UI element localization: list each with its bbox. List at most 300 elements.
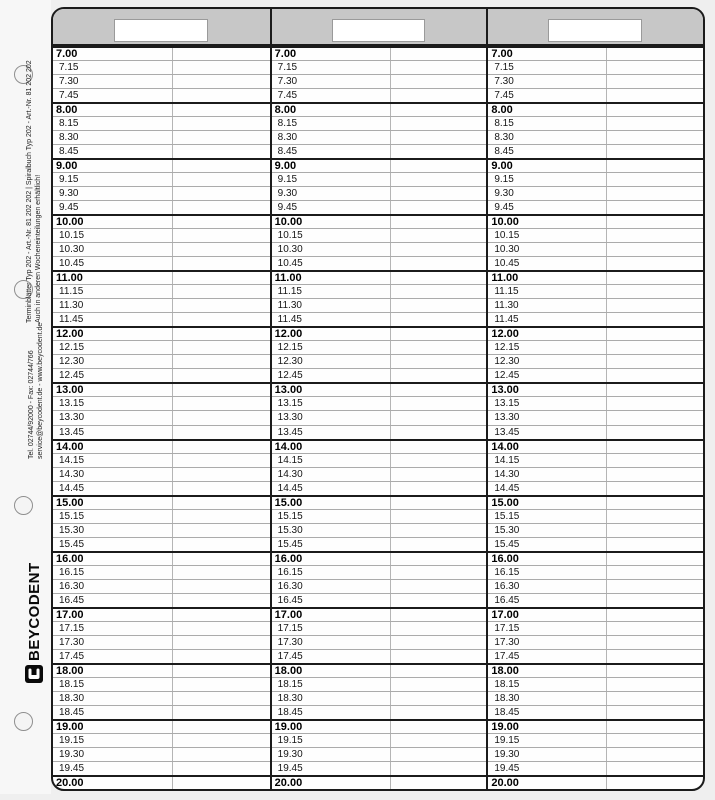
appointment-note-cell[interactable] [173, 160, 269, 172]
time-row [272, 719, 487, 733]
appointment-note-cell[interactable] [173, 229, 269, 242]
appointment-note-cell[interactable] [607, 75, 703, 88]
time-label: 12.30 [488, 355, 607, 368]
time-label: 15.45 [272, 538, 391, 551]
appointment-note-cell[interactable] [391, 692, 487, 705]
time-row [53, 256, 270, 270]
time-label: 17.00 [53, 609, 173, 621]
time-label: 12.15 [53, 341, 173, 354]
time-row [272, 214, 487, 228]
appointment-note-cell[interactable] [391, 272, 487, 284]
appointment-note-cell[interactable] [391, 397, 487, 410]
time-label: 8.30 [53, 131, 173, 144]
margin-product-info [25, 47, 43, 323]
appointment-note-cell[interactable] [607, 229, 703, 242]
appointment-note-cell[interactable] [391, 117, 487, 130]
appointment-note-cell[interactable] [607, 411, 703, 424]
time-label: 16.15 [53, 566, 173, 579]
time-row [488, 733, 703, 747]
appointment-note-cell[interactable] [173, 411, 269, 424]
time-rows [488, 46, 703, 789]
time-label: 12.45 [488, 369, 607, 382]
time-label: 7.15 [272, 61, 391, 74]
appointment-note-cell[interactable] [391, 468, 487, 481]
appointment-note-cell[interactable] [607, 216, 703, 228]
appointment-note-cell[interactable] [391, 285, 487, 298]
appointment-note-cell[interactable] [391, 734, 487, 747]
appointment-note-cell[interactable] [607, 678, 703, 691]
time-label: 10.30 [488, 243, 607, 256]
time-row [272, 523, 487, 537]
appointment-note-cell[interactable] [391, 173, 487, 186]
time-label: 16.00 [488, 553, 607, 565]
appointment-note-cell[interactable] [173, 609, 269, 621]
time-row [272, 509, 487, 523]
appointment-note-cell[interactable] [391, 48, 487, 60]
appointment-note-cell[interactable] [173, 734, 269, 747]
appointment-note-cell[interactable] [173, 61, 269, 74]
time-label: 18.15 [53, 678, 173, 691]
time-row [272, 326, 487, 340]
appointment-note-cell[interactable] [607, 299, 703, 312]
appointment-note-cell[interactable] [173, 397, 269, 410]
appointment-note-cell[interactable] [607, 369, 703, 382]
time-row [488, 481, 703, 495]
appointment-note-cell[interactable] [391, 482, 487, 495]
appointment-note-cell[interactable] [391, 355, 487, 368]
time-label: 8.15 [53, 117, 173, 130]
time-row [272, 60, 487, 74]
time-label: 7.45 [488, 89, 607, 102]
time-label: 18.15 [488, 678, 607, 691]
appointment-note-cell[interactable] [173, 777, 269, 789]
appointment-note-cell[interactable] [607, 48, 703, 60]
appointment-note-cell[interactable] [173, 243, 269, 256]
appointment-note-cell[interactable] [391, 510, 487, 523]
appointment-note-cell[interactable] [607, 384, 703, 396]
appointment-note-cell[interactable] [173, 131, 269, 144]
appointment-note-cell[interactable] [173, 355, 269, 368]
time-row [488, 214, 703, 228]
time-row [272, 453, 487, 467]
header-name-box[interactable] [332, 19, 425, 42]
time-label: 10.30 [53, 243, 173, 256]
appointment-note-cell[interactable] [607, 426, 703, 439]
appointment-note-cell[interactable] [607, 341, 703, 354]
time-label: 13.45 [488, 426, 607, 439]
appointment-note-cell[interactable] [607, 131, 703, 144]
time-label: 10.45 [272, 257, 391, 270]
appointment-note-cell[interactable] [607, 61, 703, 74]
appointment-note-cell[interactable] [607, 454, 703, 467]
appointment-note-cell[interactable] [607, 650, 703, 663]
appointment-note-cell[interactable] [607, 145, 703, 158]
appointment-note-cell[interactable] [173, 594, 269, 607]
time-row [272, 761, 487, 775]
time-row [488, 467, 703, 481]
appointment-note-cell[interactable] [173, 104, 269, 116]
appointment-note-cell[interactable] [391, 609, 487, 621]
time-label: 13.00 [53, 384, 173, 396]
time-row [53, 88, 270, 102]
time-label: 17.30 [272, 636, 391, 649]
time-row [53, 340, 270, 354]
header-name-box[interactable] [548, 19, 641, 42]
time-row [53, 747, 270, 761]
appointment-note-cell[interactable] [173, 678, 269, 691]
appointment-note-cell[interactable] [391, 580, 487, 593]
time-row [272, 425, 487, 439]
time-label: 8.15 [488, 117, 607, 130]
time-row [272, 158, 487, 172]
appointment-note-cell[interactable] [607, 777, 703, 789]
time-label: 19.45 [488, 762, 607, 775]
appointment-note-cell[interactable] [391, 762, 487, 775]
time-row [488, 663, 703, 677]
time-label: 12.00 [488, 328, 607, 340]
appointment-note-cell[interactable] [391, 426, 487, 439]
appointment-note-cell[interactable] [391, 441, 487, 453]
appointment-note-cell[interactable] [391, 665, 487, 677]
appointment-note-cell[interactable] [607, 594, 703, 607]
time-row [53, 663, 270, 677]
appointment-note-cell[interactable] [173, 524, 269, 537]
time-row [488, 495, 703, 509]
appointment-note-cell[interactable] [173, 622, 269, 635]
time-label: 17.15 [272, 622, 391, 635]
appointment-note-cell[interactable] [607, 441, 703, 453]
time-row [272, 186, 487, 200]
appointment-note-cell[interactable] [173, 173, 269, 186]
time-row [488, 579, 703, 593]
time-row [272, 116, 487, 130]
appointment-note-cell[interactable] [391, 706, 487, 719]
appointment-note-cell[interactable] [607, 104, 703, 116]
time-label: 15.00 [272, 497, 391, 509]
time-row [53, 551, 270, 565]
appointment-note-cell[interactable] [173, 538, 269, 551]
appointment-note-cell[interactable] [607, 636, 703, 649]
appointment-note-cell[interactable] [607, 762, 703, 775]
time-row [272, 733, 487, 747]
appointment-note-cell[interactable] [607, 538, 703, 551]
appointment-note-cell[interactable] [607, 622, 703, 635]
appointment-note-cell[interactable] [607, 721, 703, 733]
time-row [53, 46, 270, 60]
appointment-note-cell[interactable] [173, 257, 269, 270]
appointment-note-cell[interactable] [173, 384, 269, 396]
appointment-note-cell[interactable] [391, 313, 487, 326]
time-label: 19.30 [488, 748, 607, 761]
appointment-note-cell[interactable] [173, 369, 269, 382]
time-label: 12.45 [272, 369, 391, 382]
time-label: 13.15 [488, 397, 607, 410]
appointment-note-cell[interactable] [173, 482, 269, 495]
appointment-note-cell[interactable] [391, 229, 487, 242]
time-label: 11.30 [488, 299, 607, 312]
appointment-note-cell[interactable] [391, 328, 487, 340]
time-row [488, 60, 703, 74]
appointment-note-cell[interactable] [173, 117, 269, 130]
time-row [488, 747, 703, 761]
time-row [53, 523, 270, 537]
appointment-note-cell[interactable] [391, 524, 487, 537]
appointment-note-cell[interactable] [607, 355, 703, 368]
time-label: 16.45 [488, 594, 607, 607]
appointment-note-cell[interactable] [607, 665, 703, 677]
appointment-note-cell[interactable] [173, 75, 269, 88]
appointment-note-cell[interactable] [607, 692, 703, 705]
time-label: 9.45 [272, 201, 391, 214]
appointment-note-cell[interactable] [391, 369, 487, 382]
appointment-note-cell[interactable] [173, 748, 269, 761]
appointment-note-cell[interactable] [173, 721, 269, 733]
appointment-note-cell[interactable] [173, 510, 269, 523]
time-label: 15.00 [488, 497, 607, 509]
appointment-note-cell[interactable] [607, 566, 703, 579]
appointment-note-cell[interactable] [391, 61, 487, 74]
time-label: 16.15 [488, 566, 607, 579]
time-label: 14.45 [488, 482, 607, 495]
email-web-line: service@beycodent.de - www.beycodent.de [37, 322, 44, 459]
brand-name: BEYCODENT [25, 562, 43, 661]
time-label: 10.00 [488, 216, 607, 228]
appointment-note-cell[interactable] [607, 328, 703, 340]
time-label: 15.15 [488, 510, 607, 523]
time-row [488, 144, 703, 158]
time-row [53, 453, 270, 467]
time-row [272, 747, 487, 761]
time-label: 8.00 [53, 104, 173, 116]
appointment-sheet [51, 7, 705, 791]
appointment-note-cell[interactable] [391, 650, 487, 663]
time-label: 7.45 [53, 89, 173, 102]
appointment-note-cell[interactable] [391, 145, 487, 158]
appointment-note-cell[interactable] [607, 706, 703, 719]
appointment-note-cell[interactable] [607, 482, 703, 495]
appointment-note-cell[interactable] [173, 341, 269, 354]
appointment-note-cell[interactable] [391, 497, 487, 509]
appointment-note-cell[interactable] [173, 566, 269, 579]
appointment-note-cell[interactable] [391, 777, 487, 789]
appointment-note-cell[interactable] [607, 748, 703, 761]
time-label: 9.15 [53, 173, 173, 186]
appointment-note-cell[interactable] [173, 441, 269, 453]
time-row [53, 593, 270, 607]
appointment-note-cell[interactable] [607, 510, 703, 523]
time-label: 18.30 [53, 692, 173, 705]
appointment-note-cell[interactable] [391, 299, 487, 312]
appointment-note-cell[interactable] [173, 313, 269, 326]
appointment-note-cell[interactable] [607, 734, 703, 747]
appointment-note-cell[interactable] [173, 762, 269, 775]
appointment-note-cell[interactable] [173, 145, 269, 158]
time-label: 8.30 [488, 131, 607, 144]
appointment-note-cell[interactable] [391, 89, 487, 102]
time-row [53, 621, 270, 635]
time-label: 11.30 [53, 299, 173, 312]
appointment-note-cell[interactable] [391, 721, 487, 733]
appointment-note-cell[interactable] [391, 104, 487, 116]
time-label: 15.30 [488, 524, 607, 537]
time-row [272, 607, 487, 621]
time-label: 11.15 [272, 285, 391, 298]
time-row [488, 691, 703, 705]
appointment-note-cell[interactable] [173, 650, 269, 663]
time-row [488, 509, 703, 523]
appointment-note-cell[interactable] [607, 257, 703, 270]
time-row [488, 761, 703, 775]
time-row [272, 340, 487, 354]
time-label: 13.45 [272, 426, 391, 439]
time-label: 16.00 [53, 553, 173, 565]
appointment-note-cell[interactable] [607, 313, 703, 326]
appointment-note-cell[interactable] [173, 497, 269, 509]
appointment-note-cell[interactable] [173, 468, 269, 481]
time-row [488, 270, 703, 284]
appointment-note-cell[interactable] [173, 426, 269, 439]
time-label: 7.15 [488, 61, 607, 74]
time-row [272, 396, 487, 410]
time-row [53, 439, 270, 453]
appointment-note-cell[interactable] [391, 454, 487, 467]
appointment-note-cell[interactable] [607, 609, 703, 621]
appointment-note-cell[interactable] [607, 272, 703, 284]
time-row [53, 130, 270, 144]
appointment-note-cell[interactable] [173, 89, 269, 102]
appointment-note-cell[interactable] [173, 706, 269, 719]
appointment-note-cell[interactable] [391, 75, 487, 88]
header-name-box[interactable] [114, 19, 208, 42]
appointment-note-cell[interactable] [391, 384, 487, 396]
appointment-note-cell[interactable] [173, 692, 269, 705]
time-row [272, 635, 487, 649]
time-label: 13.15 [272, 397, 391, 410]
time-row [53, 172, 270, 186]
appointment-note-cell[interactable] [173, 580, 269, 593]
time-row [488, 298, 703, 312]
appointment-note-cell[interactable] [173, 187, 269, 200]
time-label: 10.00 [272, 216, 391, 228]
appointment-note-cell[interactable] [173, 299, 269, 312]
appointment-note-cell[interactable] [173, 272, 269, 284]
time-label: 19.00 [272, 721, 391, 733]
appointment-note-cell[interactable] [607, 580, 703, 593]
appointment-note-cell[interactable] [391, 594, 487, 607]
appointment-note-cell[interactable] [173, 454, 269, 467]
time-label: 17.30 [53, 636, 173, 649]
appointment-note-cell[interactable] [607, 187, 703, 200]
appointment-note-cell[interactable] [391, 622, 487, 635]
appointment-note-cell[interactable] [391, 187, 487, 200]
time-row [488, 242, 703, 256]
appointment-note-cell[interactable] [173, 48, 269, 60]
column-header [488, 9, 703, 46]
time-row [488, 396, 703, 410]
time-label: 12.00 [53, 328, 173, 340]
time-label: 10.15 [272, 229, 391, 242]
time-label: 16.15 [272, 566, 391, 579]
appointment-note-cell[interactable] [391, 566, 487, 579]
time-label: 7.00 [272, 48, 391, 60]
time-label: 14.45 [53, 482, 173, 495]
appointment-note-cell[interactable] [607, 89, 703, 102]
appointment-note-cell[interactable] [391, 131, 487, 144]
appointment-note-cell[interactable] [607, 160, 703, 172]
time-row [488, 186, 703, 200]
time-row [53, 691, 270, 705]
time-label: 11.45 [53, 313, 173, 326]
appointment-note-cell[interactable] [607, 285, 703, 298]
appointment-note-cell[interactable] [607, 173, 703, 186]
time-label: 9.00 [53, 160, 173, 172]
time-row [272, 284, 487, 298]
appointment-note-cell[interactable] [173, 328, 269, 340]
appointment-note-cell[interactable] [607, 524, 703, 537]
time-row [53, 649, 270, 663]
time-row [488, 705, 703, 719]
time-row [53, 467, 270, 481]
time-row [53, 410, 270, 424]
time-label: 19.00 [53, 721, 173, 733]
appointment-note-cell[interactable] [391, 257, 487, 270]
appointment-note-cell[interactable] [607, 468, 703, 481]
time-row [488, 326, 703, 340]
appointment-note-cell[interactable] [391, 160, 487, 172]
time-row [272, 256, 487, 270]
appointment-note-cell[interactable] [173, 201, 269, 214]
time-row [272, 705, 487, 719]
time-label: 19.45 [272, 762, 391, 775]
appointment-note-cell[interactable] [607, 117, 703, 130]
punch-hole [14, 496, 33, 515]
appointment-note-cell[interactable] [173, 285, 269, 298]
time-label: 14.15 [272, 454, 391, 467]
appointment-note-cell[interactable] [607, 397, 703, 410]
appointment-note-cell[interactable] [391, 341, 487, 354]
appointment-note-cell[interactable] [173, 665, 269, 677]
time-row [53, 298, 270, 312]
appointment-note-cell[interactable] [173, 636, 269, 649]
appointment-note-cell[interactable] [391, 411, 487, 424]
appointment-note-cell[interactable] [391, 553, 487, 565]
appointment-note-cell[interactable] [607, 497, 703, 509]
time-label: 11.00 [488, 272, 607, 284]
time-label: 15.00 [53, 497, 173, 509]
time-row [488, 677, 703, 691]
time-label: 7.30 [53, 75, 173, 88]
appointment-note-cell[interactable] [173, 216, 269, 228]
appointment-note-cell[interactable] [391, 216, 487, 228]
appointment-note-cell[interactable] [391, 748, 487, 761]
appointment-note-cell[interactable] [391, 538, 487, 551]
schedule-column [270, 9, 487, 789]
appointment-note-cell[interactable] [391, 243, 487, 256]
appointment-note-cell[interactable] [391, 636, 487, 649]
appointment-note-cell[interactable] [607, 243, 703, 256]
time-row [272, 649, 487, 663]
appointment-note-cell[interactable] [391, 201, 487, 214]
appointment-note-cell[interactable] [607, 553, 703, 565]
appointment-note-cell[interactable] [173, 553, 269, 565]
time-row [272, 200, 487, 214]
time-row [53, 579, 270, 593]
time-row [53, 425, 270, 439]
appointment-note-cell[interactable] [391, 678, 487, 691]
time-label: 14.30 [488, 468, 607, 481]
time-row [488, 312, 703, 326]
appointment-note-cell[interactable] [607, 201, 703, 214]
